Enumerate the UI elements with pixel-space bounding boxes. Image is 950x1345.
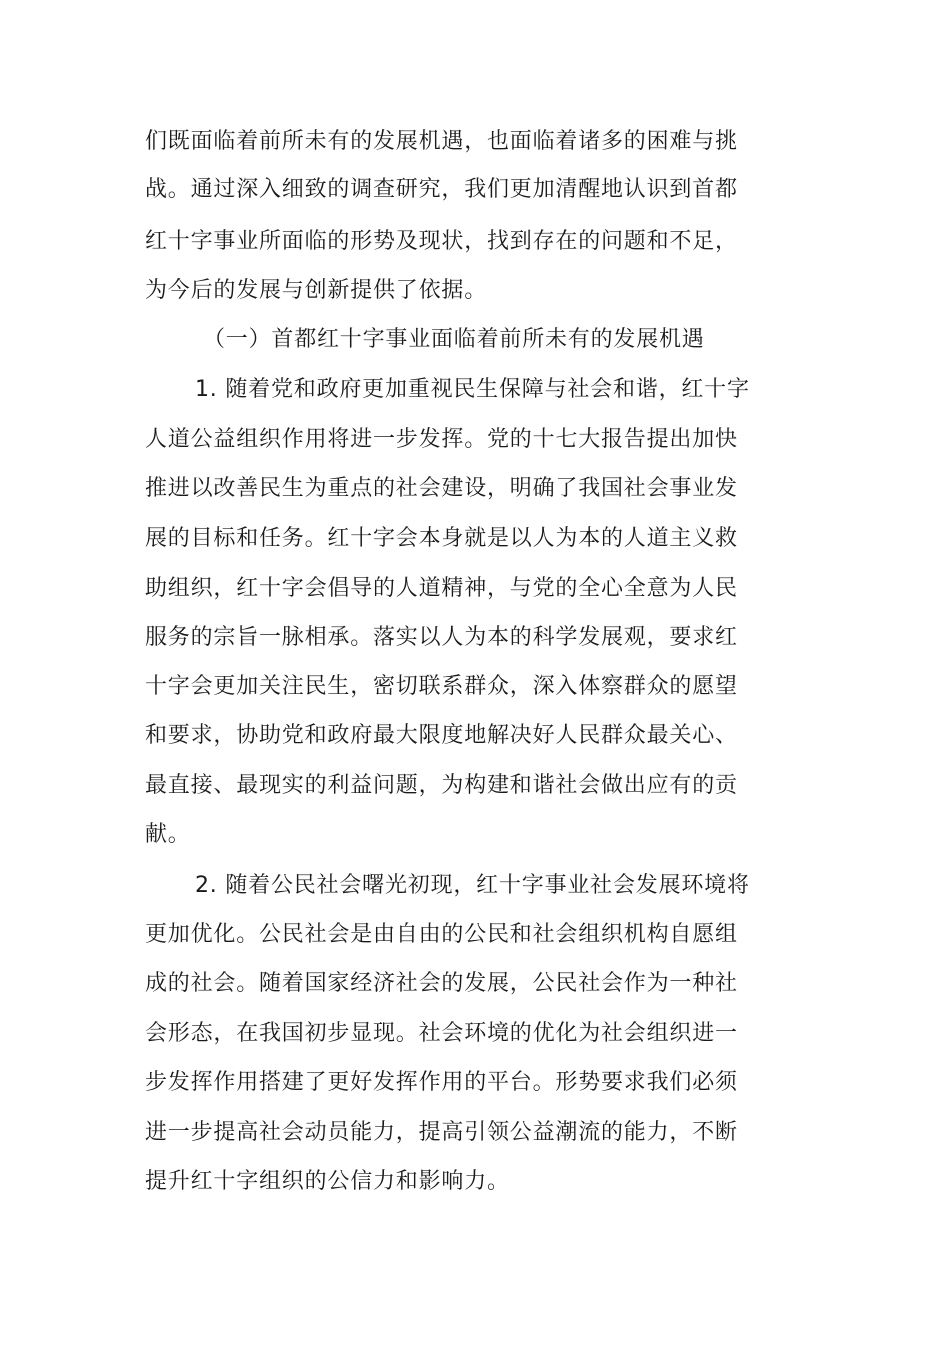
paragraph-line: 展的目标和任务。红十字会本身就是以人为本的人道主义救 — [145, 526, 738, 551]
paragraph-line: 步发挥作用搭建了更好发挥作用的平台。形势要求我们必须 — [145, 1070, 738, 1095]
paragraph-line: 人道公益组织作用将进一步发挥。党的十七大报告提出加快 — [145, 427, 738, 452]
paragraph-line: 提升红十字组织的公信力和影响力。 — [145, 1169, 510, 1194]
paragraph-line: 服务的宗旨一脉相承。落实以人为本的科学发展观，要求红 — [145, 625, 738, 650]
paragraph-line: 十字会更加关注民生，密切联系群众，深入体察群众的愿望 — [145, 674, 738, 699]
paragraph-line: 为今后的发展与创新提供了依据。 — [145, 278, 488, 303]
paragraph-line: 助组织，红十字会倡导的人道精神，与党的全心全意为人民 — [145, 576, 738, 601]
paragraph-line: 会形态，在我国初步显现。社会环境的优化为社会组织进一 — [145, 1021, 738, 1046]
paragraph-line: 战。通过深入细致的调查研究，我们更加清醒地认识到首都 — [145, 177, 738, 202]
paragraph-line: 推进以改善民生为重点的社会建设，明确了我国社会事业发 — [145, 476, 738, 501]
paragraph-line: 1. 随着党和政府更加重视民生保障与社会和谐，红十字 — [195, 377, 750, 402]
paragraph-line: 红十字事业所面临的形势及现状，找到存在的问题和不足， — [145, 229, 738, 254]
paragraph-line: 最直接、最现实的利益问题，为构建和谐社会做出应有的贡 — [145, 773, 738, 798]
paragraph-line: 和要求，协助党和政府最大限度地解决好人民群众最关心、 — [145, 723, 738, 748]
section-heading: （一）首都红十字事业面临着前所未有的发展机遇 — [203, 327, 705, 352]
paragraph-line: 们既面临着前所未有的发展机遇，也面临着诸多的困难与挑 — [145, 129, 738, 154]
paragraph-line: 更加优化。公民社会是由自由的公民和社会组织机构自愿组 — [145, 922, 738, 947]
paragraph-line: 成的社会。随着国家经济社会的发展，公民社会作为一种社 — [145, 971, 738, 996]
paragraph-line: 献。 — [145, 822, 191, 847]
paragraph-line: 进一步提高社会动员能力，提高引领公益潮流的能力，不断 — [145, 1120, 738, 1145]
paragraph-line: 2. 随着公民社会曙光初现，红十字事业社会发展环境将 — [195, 873, 750, 898]
